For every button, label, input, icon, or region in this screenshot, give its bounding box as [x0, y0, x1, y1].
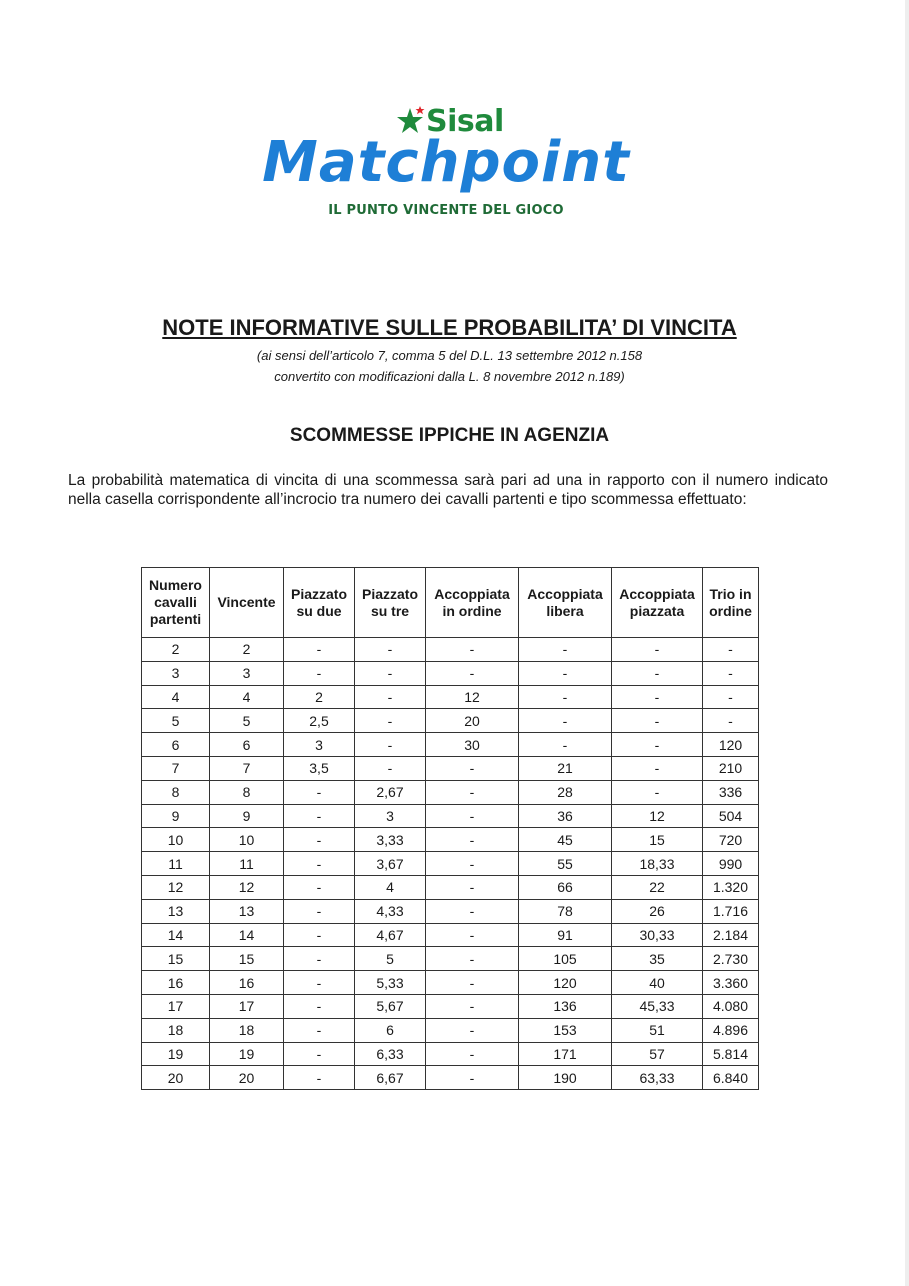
table-cell: 6,67 [355, 1066, 426, 1090]
table-cell: 990 [703, 852, 759, 876]
table-cell: - [426, 971, 519, 995]
table-cell: 4.080 [703, 994, 759, 1018]
table-cell: - [426, 1042, 519, 1066]
table-cell: 153 [519, 1018, 612, 1042]
intro-paragraph: La probabilità matematica di vincita di una scommessa sarà pari ad una in rapporto con il numero indicato nella casella corrispondente all’incrocio tra numero dei cavalli partenti e tipo scommessa effettuato: [68, 472, 828, 508]
page-edge-shadow [905, 0, 909, 1286]
table-cell: 18 [142, 1018, 210, 1042]
column-header [612, 568, 703, 638]
table-cell: - [703, 661, 759, 685]
table-cell: - [355, 638, 426, 662]
table-cell: 14 [142, 923, 210, 947]
table-cell: 6 [142, 733, 210, 757]
table-cell: - [284, 852, 355, 876]
table-cell: - [426, 852, 519, 876]
table-cell: 18 [210, 1018, 284, 1042]
table-cell: 15 [612, 828, 703, 852]
table-cell: 15 [210, 947, 284, 971]
table-cell: 2 [142, 638, 210, 662]
table-cell: 136 [519, 994, 612, 1018]
table-cell: 19 [142, 1042, 210, 1066]
table-cell: - [519, 685, 612, 709]
table-cell: 3,67 [355, 852, 426, 876]
table-cell: - [703, 638, 759, 662]
table-row [142, 638, 759, 662]
table-cell: - [284, 1066, 355, 1090]
table-cell: - [426, 828, 519, 852]
table-cell: 7 [210, 756, 284, 780]
table-cell: 12 [142, 875, 210, 899]
column-header-line: cavalli [154, 594, 197, 610]
table-cell: 6.840 [703, 1066, 759, 1090]
table-cell: 21 [519, 756, 612, 780]
table-row [142, 994, 759, 1018]
table-cell: 36 [519, 804, 612, 828]
table-header-row [142, 568, 759, 638]
table-cell: 12 [612, 804, 703, 828]
table-row [142, 971, 759, 995]
table-cell: 20 [426, 709, 519, 733]
table-cell: 2,67 [355, 780, 426, 804]
table-cell: - [612, 638, 703, 662]
table-cell: 57 [612, 1042, 703, 1066]
table-cell: 55 [519, 852, 612, 876]
table-cell: 2.184 [703, 923, 759, 947]
table-cell: - [284, 828, 355, 852]
table-row [142, 1042, 759, 1066]
table-cell: 5,67 [355, 994, 426, 1018]
table-cell: 5 [142, 709, 210, 733]
table-row [142, 852, 759, 876]
column-header [142, 568, 210, 638]
table-cell: 1.716 [703, 899, 759, 923]
table-cell: 210 [703, 756, 759, 780]
table-row [142, 685, 759, 709]
table-cell: - [612, 733, 703, 757]
table-cell: 4,33 [355, 899, 426, 923]
table-cell: 6 [355, 1018, 426, 1042]
column-header-line: in ordine [442, 602, 502, 619]
table-cell: 16 [210, 971, 284, 995]
table-cell: 10 [142, 828, 210, 852]
column-header-line: partenti [149, 611, 202, 627]
table-cell: - [284, 638, 355, 662]
table-cell: - [612, 709, 703, 733]
table-cell: 8 [210, 780, 284, 804]
column-header [210, 568, 284, 638]
table-row [142, 780, 759, 804]
column-header [284, 568, 355, 638]
column-header-line: Piazzato [290, 585, 347, 602]
table-cell: 7 [142, 756, 210, 780]
section-title: SCOMMESSE IPPICHE IN AGENZIA [289, 425, 610, 446]
column-header-line: su due [296, 602, 342, 619]
table-cell: 91 [519, 923, 612, 947]
table-cell: 35 [612, 947, 703, 971]
table-cell: 11 [142, 852, 210, 876]
odds-table [141, 567, 759, 1090]
table-cell: 12 [426, 685, 519, 709]
table-cell: - [519, 661, 612, 685]
table-cell: 13 [142, 899, 210, 923]
table-cell: - [284, 994, 355, 1018]
table-row [142, 1066, 759, 1090]
column-header-line: su tre [370, 602, 410, 619]
table-cell: - [426, 780, 519, 804]
table-cell: - [355, 756, 426, 780]
column-header [355, 568, 426, 638]
legal-reference-line-2: convertito con modificazioni dalla L. 8 novembre 2012 n.189) [274, 369, 625, 384]
table-cell: 22 [612, 875, 703, 899]
table-cell: 504 [703, 804, 759, 828]
table-cell: - [426, 947, 519, 971]
sisal-matchpoint-logo [246, 100, 646, 225]
table-cell: 3,33 [355, 828, 426, 852]
table-cell: 66 [519, 875, 612, 899]
table-cell: 4,67 [355, 923, 426, 947]
brand-name: Sisal [426, 104, 504, 139]
column-header-line: Accoppiata [527, 585, 603, 602]
table-row [142, 947, 759, 971]
table-cell: - [612, 685, 703, 709]
table-cell: 3 [355, 804, 426, 828]
table-cell: 13 [210, 899, 284, 923]
table-cell: 63,33 [612, 1066, 703, 1090]
table-cell: - [426, 804, 519, 828]
table-cell: 14 [210, 923, 284, 947]
table-cell: - [284, 875, 355, 899]
table-cell: 4.896 [703, 1018, 759, 1042]
table-cell: 18,33 [612, 852, 703, 876]
table-cell: - [284, 923, 355, 947]
table-cell: 720 [703, 828, 759, 852]
table-cell: - [284, 661, 355, 685]
table-row [142, 756, 759, 780]
table-cell: 9 [142, 804, 210, 828]
table-cell: - [612, 756, 703, 780]
table-cell: 17 [142, 994, 210, 1018]
table-cell: - [426, 1066, 519, 1090]
table-cell: 3 [210, 661, 284, 685]
table-row [142, 709, 759, 733]
table-cell: 78 [519, 899, 612, 923]
table-cell: - [284, 971, 355, 995]
table-cell: - [426, 756, 519, 780]
table-cell: 2 [284, 685, 355, 709]
table-cell: - [355, 685, 426, 709]
table-row [142, 923, 759, 947]
table-cell: 3 [284, 733, 355, 757]
table-cell: 4 [355, 875, 426, 899]
column-header [703, 568, 759, 638]
table-cell: 2.730 [703, 947, 759, 971]
table-cell: 15 [142, 947, 210, 971]
column-header-line: Accoppiata [434, 585, 510, 602]
table-cell: 3,5 [284, 756, 355, 780]
table-cell: 19 [210, 1042, 284, 1066]
table-cell: 20 [210, 1066, 284, 1090]
table-cell: - [426, 661, 519, 685]
page-title: NOTE INFORMATIVE SULLE PROBABILITA’ DI VINCITA [162, 315, 737, 340]
table-cell: 20 [142, 1066, 210, 1090]
table-cell: 105 [519, 947, 612, 971]
table-cell: 30 [426, 733, 519, 757]
table-cell: 2 [210, 638, 284, 662]
logo-tagline: IL PUNTO VINCENTE DEL GIOCO [328, 203, 564, 218]
table-cell: 5 [355, 947, 426, 971]
table-cell: - [519, 709, 612, 733]
table-cell: 8 [142, 780, 210, 804]
table-cell: 51 [612, 1018, 703, 1042]
table-cell: 171 [519, 1042, 612, 1066]
table-cell: 45 [519, 828, 612, 852]
table-cell: - [519, 733, 612, 757]
column-header-line: Piazzato [361, 585, 418, 602]
table-cell: - [426, 994, 519, 1018]
table-cell: - [284, 1042, 355, 1066]
table-cell: - [426, 1018, 519, 1042]
table-cell: - [426, 638, 519, 662]
table-cell: 30,33 [612, 923, 703, 947]
column-header-line: Trio in [709, 585, 752, 602]
table-cell: 40 [612, 971, 703, 995]
table-cell: 45,33 [612, 994, 703, 1018]
table-row [142, 661, 759, 685]
table-row [142, 899, 759, 923]
table-cell: - [612, 780, 703, 804]
table-cell: - [284, 1018, 355, 1042]
column-header-line: libera [546, 602, 584, 619]
table-cell: 3.360 [703, 971, 759, 995]
table-cell: 4 [142, 685, 210, 709]
table-cell: 5 [210, 709, 284, 733]
table-cell: - [284, 804, 355, 828]
table-cell: 16 [142, 971, 210, 995]
table-cell: 190 [519, 1066, 612, 1090]
table-cell: 336 [703, 780, 759, 804]
legal-reference-line-1: (ai sensi dell’articolo 7, comma 5 del D.L. 13 settembre 2012 n.158 [256, 348, 643, 363]
table-cell: 28 [519, 780, 612, 804]
table-body [142, 638, 759, 1090]
table-cell: - [355, 661, 426, 685]
column-header-line: ordine [709, 602, 752, 619]
table-cell: - [355, 709, 426, 733]
table-cell: - [519, 638, 612, 662]
table-cell: 120 [519, 971, 612, 995]
column-header-line: Numero [149, 577, 202, 593]
table-cell: - [284, 780, 355, 804]
table-cell: 6,33 [355, 1042, 426, 1066]
table-row [142, 733, 759, 757]
table-cell: 5.814 [703, 1042, 759, 1066]
table-cell: - [426, 923, 519, 947]
table-cell: 3 [142, 661, 210, 685]
column-header [519, 568, 612, 638]
table-cell: - [612, 661, 703, 685]
column-header [426, 568, 519, 638]
column-header-line: piazzata [629, 602, 685, 619]
table-row [142, 1018, 759, 1042]
table-cell: - [284, 899, 355, 923]
table-cell: - [426, 875, 519, 899]
table-cell: - [703, 709, 759, 733]
table-cell: 5,33 [355, 971, 426, 995]
table-cell: 6 [210, 733, 284, 757]
table-cell: 9 [210, 804, 284, 828]
column-header-line: Accoppiata [619, 585, 695, 602]
table-cell: 26 [612, 899, 703, 923]
table-cell: - [355, 733, 426, 757]
table-cell: 1.320 [703, 875, 759, 899]
table-cell: - [284, 947, 355, 971]
table-cell: - [703, 685, 759, 709]
table-cell: 120 [703, 733, 759, 757]
table-cell: 2,5 [284, 709, 355, 733]
table-cell: 4 [210, 685, 284, 709]
table-cell: 17 [210, 994, 284, 1018]
column-header-line: Vincente [217, 594, 276, 610]
table-row [142, 804, 759, 828]
table-cell: - [426, 899, 519, 923]
table-cell: 12 [210, 875, 284, 899]
table-row [142, 828, 759, 852]
table-row [142, 875, 759, 899]
table-cell: 10 [210, 828, 284, 852]
product-name: Matchpoint [262, 130, 630, 195]
table-cell: 11 [210, 852, 284, 876]
